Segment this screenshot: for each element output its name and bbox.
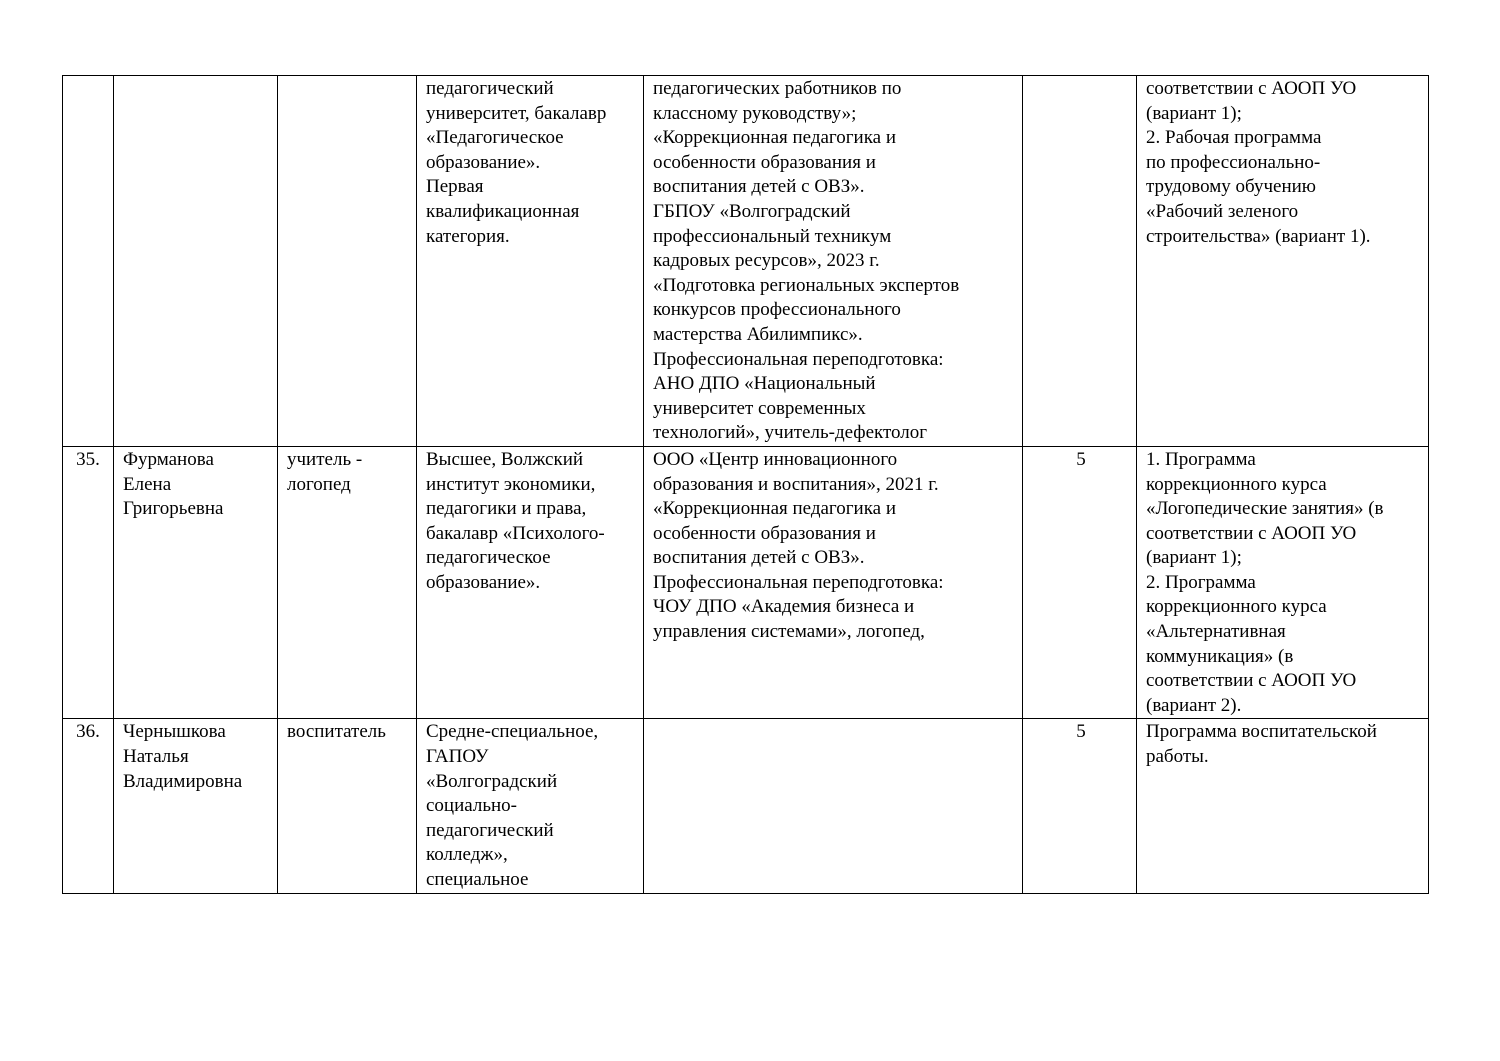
training-cell: педагогических работников по классному руководству»; «Коррекционная педагогика и особенности образования и воспитания детей с ОВЗ». ГБПОУ «Волгоградский профессиональный техникум кадровых ресурсов», 2023 г. «Подготовка региональных экспертов конкурсов профессионального мастерства Абилимпикс». Профессиональная переподготовка: АНО ДПО «Национальный университет современных технологий», учитель-дефектолог: [644, 76, 1023, 447]
staff-table: [62, 75, 1429, 894]
experience-cell: [1023, 76, 1137, 447]
education-cell: педагогический университет, бакалавр «Педагогическое образование». Первая квалификационная категория.: [417, 76, 644, 447]
position-cell: учитель - логопед: [278, 446, 417, 719]
table-row: [63, 719, 1429, 893]
table-row: [63, 446, 1429, 719]
full-name-cell: Чернышкова Наталья Владимировна: [114, 719, 278, 893]
experience-cell: 5: [1023, 719, 1137, 893]
programs-cell: 1. Программа коррекционного курса «Логопедические занятия» (в соответствии с АООП УО (вариант 1); 2. Программа коррекционного курса «Альтернативная коммуникация» (в соответствии с АООП УО (вариант 2).: [1137, 446, 1429, 719]
full-name-cell: [114, 76, 278, 447]
row-number-cell: 35.: [63, 446, 114, 719]
full-name-cell: Фурманова Елена Григорьевна: [114, 446, 278, 719]
experience-cell: 5: [1023, 446, 1137, 719]
training-cell: [644, 719, 1023, 893]
position-cell: воспитатель: [278, 719, 417, 893]
education-cell: Высшее, Волжский институт экономики, педагогики и права, бакалавр «Психолого- педагогическое образование».: [417, 446, 644, 719]
education-cell: Средне-специальное, ГАПОУ «Волгоградский социально- педагогический колледж», специальное: [417, 719, 644, 893]
row-number-cell: 36.: [63, 719, 114, 893]
training-cell: ООО «Центр инновационного образования и воспитания», 2021 г. «Коррекционная педагогика и особенности образования и воспитания детей с ОВЗ». Профессиональная переподготовка: ЧОУ ДПО «Академия бизнеса и управления системами», логопед,: [644, 446, 1023, 719]
programs-cell: Программа воспитательской работы.: [1137, 719, 1429, 893]
table-row: [63, 76, 1429, 447]
position-cell: [278, 76, 417, 447]
row-number-cell: [63, 76, 114, 447]
programs-cell: соответствии с АООП УО (вариант 1); 2. Рабочая программа по профессионально- трудовому обучению «Рабочий зеленого строительства» (вариант 1).: [1137, 76, 1429, 447]
